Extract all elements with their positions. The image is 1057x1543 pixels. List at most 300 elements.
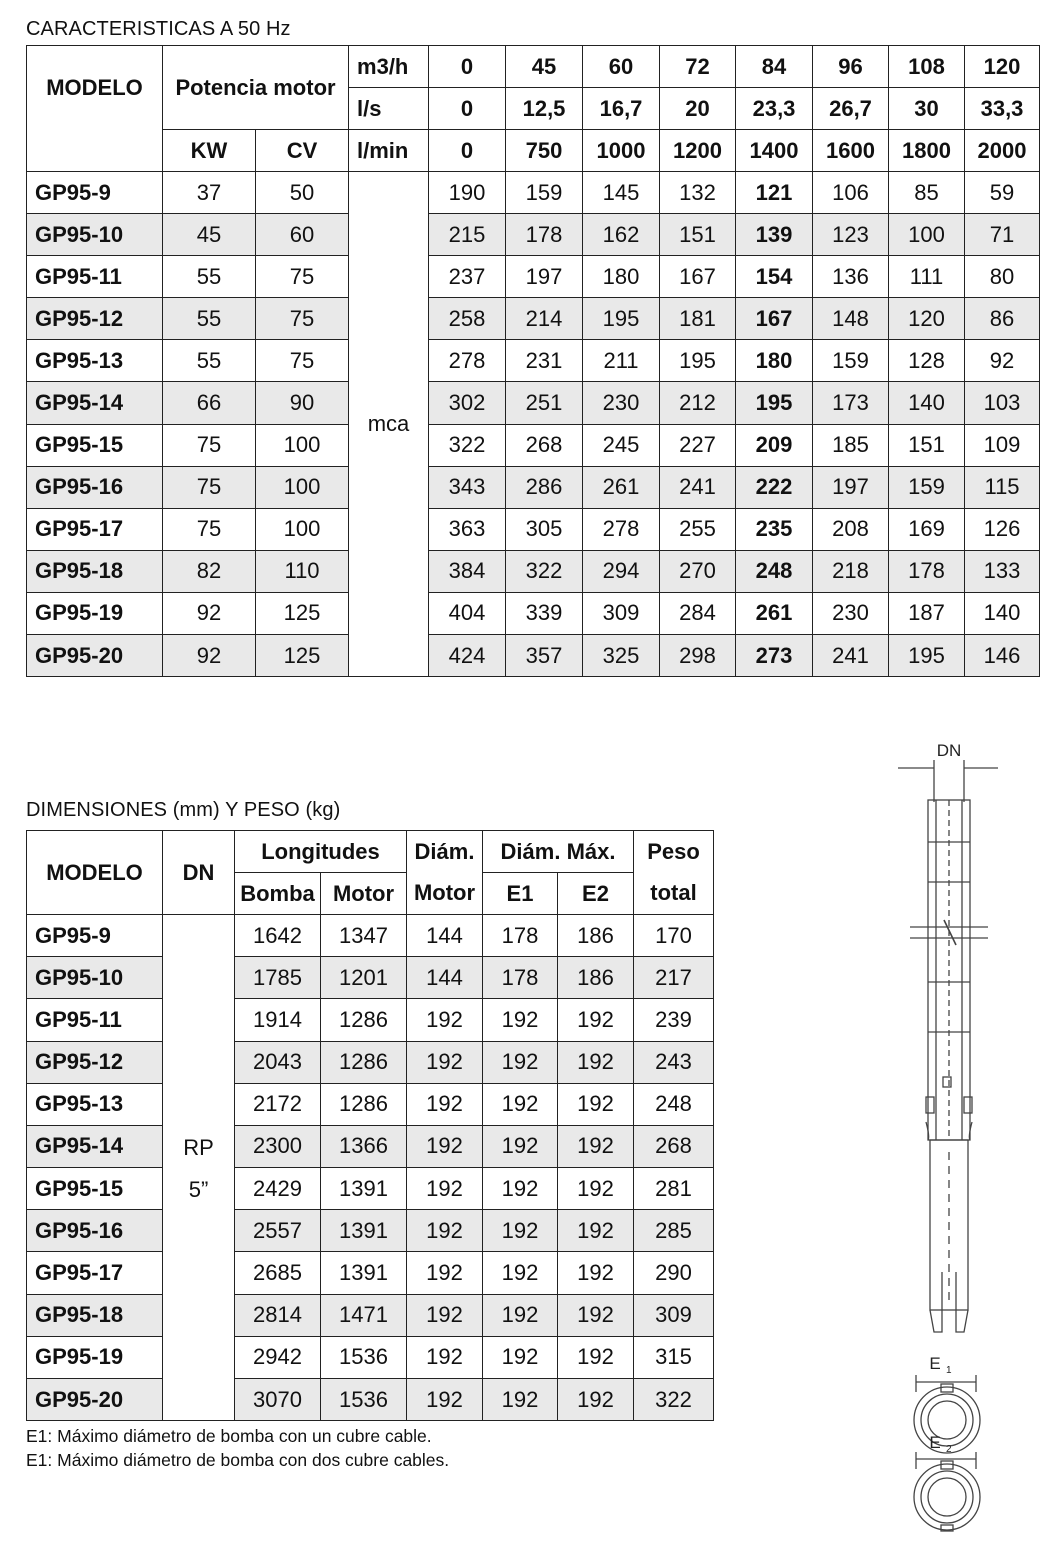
perf-head-cell: 214 [506,298,583,340]
dim-motor-cell: 1286 [321,1041,407,1083]
perf-head-cell: 322 [506,550,583,592]
perf-kw-cell: 55 [163,256,256,298]
perf-head-cell: 162 [583,214,660,256]
performance-title: CARACTERISTICAS A 50 Hz [26,18,291,40]
dim-table-row [27,1041,714,1083]
dim-e1-cell: 192 [483,1210,558,1252]
drawing-e2-sub: 2 [946,1444,952,1455]
perf-head-cell: 241 [660,466,736,508]
perf-model-cell: GP95-9 [27,172,163,214]
perf-head-cell: 197 [813,466,889,508]
perf-table-row [27,298,1040,340]
dim-e1-cell: 192 [483,999,558,1041]
dim-e2-cell: 192 [558,1210,634,1252]
perf-flow-header: 26,7 [813,88,889,130]
dim-model-cell: GP95-15 [27,1168,163,1210]
dim-motor-cell: 1347 [321,915,407,957]
dimensions-table [26,830,714,1421]
dim-e2-cell: 192 [558,1168,634,1210]
perf-flow-header: 12,5 [506,88,583,130]
dim-diam-motor-cell: 192 [407,1083,483,1125]
dim-bomba-cell: 1914 [235,999,321,1041]
perf-cv-cell: 75 [256,256,349,298]
perf-head-cell: 71 [965,214,1040,256]
dim-peso-cell: 281 [634,1168,714,1210]
dim-peso-cell: 217 [634,957,714,999]
dim-bomba-cell: 3070 [235,1378,321,1420]
dim-e1-cell: 192 [483,1041,558,1083]
dim-peso-header: Peso [634,831,714,873]
perf-head-cell: 120 [889,298,965,340]
dim-model-cell: GP95-16 [27,1210,163,1252]
dim-bomba-cell: 2429 [235,1168,321,1210]
dim-model-cell: GP95-18 [27,1294,163,1336]
perf-head-cell: 309 [583,592,660,634]
perf-head-cell: 115 [965,466,1040,508]
dim-peso-cell: 315 [634,1336,714,1378]
dim-peso-cell: 268 [634,1125,714,1167]
dim-e2-cell: 192 [558,1083,634,1125]
perf-head-cell: 195 [583,298,660,340]
dim-table-row [27,957,714,999]
perf-kw-cell: 55 [163,298,256,340]
perf-model-cell: GP95-15 [27,424,163,466]
dim-peso-cell: 243 [634,1041,714,1083]
drawing-e2-label: E [929,1433,941,1452]
dim-peso-cell: 239 [634,999,714,1041]
perf-head-cell: 154 [736,256,813,298]
perf-model-cell: GP95-11 [27,256,163,298]
perf-model-cell: GP95-20 [27,635,163,677]
dim-e2-cell: 192 [558,1252,634,1294]
perf-head-cell: 92 [965,340,1040,382]
perf-head-cell: 222 [736,466,813,508]
dim-model-cell: GP95-10 [27,957,163,999]
perf-head-cell: 133 [965,550,1040,592]
dim-peso-cell: 285 [634,1210,714,1252]
perf-kw-cell: 66 [163,382,256,424]
perf-cv-cell: 125 [256,635,349,677]
perf-head-cell: 227 [660,424,736,466]
perf-flow-header: 45 [506,46,583,88]
perf-cv-cell: 60 [256,214,349,256]
perf-head-cell: 363 [429,508,506,550]
dim-e1-cell: 192 [483,1336,558,1378]
drawing-e1-sub: 1 [946,1365,952,1376]
dim-diam-max-header: Diám. Máx. [483,831,634,873]
perf-head-cell: 185 [813,424,889,466]
perf-head-cell: 132 [660,172,736,214]
perf-head-cell: 173 [813,382,889,424]
perf-head-cell: 241 [813,635,889,677]
dim-e1-cell: 192 [483,1125,558,1167]
dim-e1-header: E1 [483,873,558,915]
perf-flow-header: 0 [429,88,506,130]
perf-modelo-header-blank [27,130,163,172]
dim-diam-motor-cell: 192 [407,1041,483,1083]
perf-unit-label: m3/h [349,46,429,88]
dim-dn-value-line2: 5” [188,1176,209,1202]
dim-table-row [27,999,714,1041]
perf-head-cell: 128 [889,340,965,382]
dim-diam-motor-cell: 192 [407,1294,483,1336]
dim-e2-cell: 192 [558,1294,634,1336]
perf-kw-header: KW [163,130,256,172]
dim-e1-cell: 192 [483,1294,558,1336]
perf-flow-header: 120 [965,46,1040,88]
dim-bomba-header: Bomba [235,873,321,915]
perf-model-cell: GP95-14 [27,382,163,424]
dim-motor-cell: 1201 [321,957,407,999]
dim-peso-cell: 322 [634,1378,714,1420]
dim-motor-cell: 1536 [321,1378,407,1420]
perf-head-cell: 139 [736,214,813,256]
perf-head-cell: 140 [965,592,1040,634]
perf-kw-cell: 75 [163,508,256,550]
note-e1: E1: Máximo diámetro de bomba con un cubre cable. [26,1426,432,1446]
perf-head-cell: 190 [429,172,506,214]
dim-model-cell: GP95-20 [27,1378,163,1420]
perf-head-cell: 159 [889,466,965,508]
perf-head-cell: 294 [583,550,660,592]
perf-head-cell: 211 [583,340,660,382]
perf-cv-cell: 90 [256,382,349,424]
perf-table-row [27,424,1040,466]
perf-head-cell: 230 [813,592,889,634]
perf-flow-header: 1000 [583,130,660,172]
dim-model-cell: GP95-19 [27,1336,163,1378]
perf-flow-header: 60 [583,46,660,88]
perf-cv-header: CV [256,130,349,172]
perf-head-cell: 230 [583,382,660,424]
perf-head-cell: 169 [889,508,965,550]
dim-e1-cell: 192 [483,1252,558,1294]
perf-head-cell: 106 [813,172,889,214]
perf-head-cell: 146 [965,635,1040,677]
perf-head-cell: 178 [889,550,965,592]
perf-head-cell: 181 [660,298,736,340]
perf-head-cell: 140 [889,382,965,424]
perf-model-cell: GP95-17 [27,508,163,550]
dim-total-header: total [634,873,714,915]
perf-kw-cell: 75 [163,466,256,508]
perf-table-row [27,592,1040,634]
perf-head-cell: 251 [506,382,583,424]
perf-head-cell: 284 [660,592,736,634]
dim-diam-motor-cell: 192 [407,999,483,1041]
perf-head-cell: 261 [583,466,660,508]
perf-head-cell: 255 [660,508,736,550]
dim-motor-cell: 1471 [321,1294,407,1336]
perf-model-cell: GP95-12 [27,298,163,340]
perf-head-cell: 195 [660,340,736,382]
perf-flow-header: 23,3 [736,88,813,130]
note-e2: E1: Máximo diámetro de bomba con dos cubre cables. [26,1450,450,1470]
dim-e1-cell: 192 [483,1378,558,1420]
perf-table-row [27,214,1040,256]
dim-diam-motor-cell: 192 [407,1210,483,1252]
dim-e1-cell: 192 [483,1168,558,1210]
dim-peso-cell: 248 [634,1083,714,1125]
dim-table-row [27,1252,714,1294]
dim-diam-motor-cell: 192 [407,1168,483,1210]
perf-head-cell: 302 [429,382,506,424]
dim-table-row [27,915,714,957]
dim-diam-motor-cell: 192 [407,1378,483,1420]
perf-cv-cell: 100 [256,424,349,466]
dim-e2-cell: 186 [558,957,634,999]
perf-head-cell: 384 [429,550,506,592]
dim-motor-header: Motor [321,873,407,915]
perf-head-cell: 325 [583,635,660,677]
perf-kw-cell: 92 [163,635,256,677]
perf-head-cell: 100 [889,214,965,256]
perf-head-cell: 212 [660,382,736,424]
perf-head-cell: 86 [965,298,1040,340]
dim-dn-header: DN [163,831,235,915]
perf-head-cell: 273 [736,635,813,677]
dim-e2-cell: 192 [558,999,634,1041]
perf-head-cell: 339 [506,592,583,634]
dim-diam-motor-cell: 144 [407,915,483,957]
dim-diam-motor-header: Motor [407,873,483,915]
perf-head-cell: 111 [889,256,965,298]
perf-cv-cell: 100 [256,508,349,550]
perf-head-cell: 197 [506,256,583,298]
perf-head-cell: 404 [429,592,506,634]
perf-table-row [27,382,1040,424]
dim-longitudes-header: Longitudes [235,831,407,873]
perf-head-cell: 270 [660,550,736,592]
perf-kw-cell: 37 [163,172,256,214]
pump-drawing [890,732,1000,1532]
perf-head-cell: 322 [429,424,506,466]
dim-model-cell: GP95-11 [27,999,163,1041]
perf-flow-header: 1800 [889,130,965,172]
dim-motor-cell: 1366 [321,1125,407,1167]
perf-head-cell: 208 [813,508,889,550]
perf-cv-cell: 75 [256,340,349,382]
perf-head-cell: 286 [506,466,583,508]
perf-head-cell: 123 [813,214,889,256]
dim-bomba-cell: 2814 [235,1294,321,1336]
perf-flow-header: 0 [429,130,506,172]
dim-modelo-header: MODELO [27,831,163,915]
dim-bomba-cell: 2300 [235,1125,321,1167]
perf-head-cell: 195 [889,635,965,677]
dim-model-cell: GP95-14 [27,1125,163,1167]
perf-head-cell: 195 [736,382,813,424]
dim-peso-cell: 290 [634,1252,714,1294]
dim-motor-cell: 1391 [321,1210,407,1252]
perf-head-cell: 151 [660,214,736,256]
perf-head-cell: 305 [506,508,583,550]
perf-head-cell: 357 [506,635,583,677]
perf-head-cell: 85 [889,172,965,214]
dim-table-row [27,1294,714,1336]
perf-flow-header: 1600 [813,130,889,172]
perf-head-cell: 248 [736,550,813,592]
perf-flow-header: 750 [506,130,583,172]
perf-head-cell: 121 [736,172,813,214]
dim-e2-cell: 186 [558,915,634,957]
perf-model-cell: GP95-10 [27,214,163,256]
perf-table-row [27,550,1040,592]
perf-modelo-header: MODELO [27,46,163,130]
perf-head-cell: 103 [965,382,1040,424]
perf-flow-header: 2000 [965,130,1040,172]
perf-model-cell: GP95-19 [27,592,163,634]
dim-motor-cell: 1286 [321,1083,407,1125]
dim-e2-cell: 192 [558,1336,634,1378]
perf-head-cell: 180 [736,340,813,382]
perf-table-row [27,635,1040,677]
perf-head-cell: 126 [965,508,1040,550]
perf-flow-header: 72 [660,46,736,88]
dim-model-cell: GP95-17 [27,1252,163,1294]
perf-unit-label: l/s [349,88,429,130]
perf-potencia-header: Potencia motor [163,46,349,130]
perf-head-cell: 159 [813,340,889,382]
perf-head-cell: 178 [506,214,583,256]
perf-head-cell: 278 [429,340,506,382]
perf-kw-cell: 45 [163,214,256,256]
perf-flow-header: 84 [736,46,813,88]
perf-head-cell: 151 [889,424,965,466]
dim-bomba-cell: 1785 [235,957,321,999]
dim-e1-cell: 192 [483,1083,558,1125]
perf-cv-cell: 125 [256,592,349,634]
perf-head-cell: 145 [583,172,660,214]
perf-head-cell: 167 [660,256,736,298]
dim-table-row [27,1210,714,1252]
dim-e1-cell: 178 [483,957,558,999]
perf-flow-header: 33,3 [965,88,1040,130]
drawing-dn-label: DN [936,741,962,760]
perf-head-cell: 109 [965,424,1040,466]
perf-kw-cell: 82 [163,550,256,592]
dim-table-row [27,1336,714,1378]
dim-motor-cell: 1536 [321,1336,407,1378]
perf-head-cell: 231 [506,340,583,382]
performance-table [26,45,1040,677]
perf-head-cell: 268 [506,424,583,466]
dim-motor-cell: 1391 [321,1168,407,1210]
perf-head-cell: 278 [583,508,660,550]
perf-flow-header: 1200 [660,130,736,172]
perf-head-cell: 80 [965,256,1040,298]
perf-head-cell: 298 [660,635,736,677]
dim-e2-cell: 192 [558,1041,634,1083]
perf-head-cell: 261 [736,592,813,634]
drawing-e1-label: E [929,1354,941,1373]
perf-kw-cell: 75 [163,424,256,466]
perf-table-row [27,256,1040,298]
dim-peso-cell: 309 [634,1294,714,1336]
perf-head-cell: 180 [583,256,660,298]
perf-model-cell: GP95-16 [27,466,163,508]
perf-kw-cell: 92 [163,592,256,634]
perf-head-cell: 343 [429,466,506,508]
dim-model-cell: GP95-9 [27,915,163,957]
dimensions-title: DIMENSIONES (mm) Y PESO (kg) [26,799,341,821]
perf-head-cell: 424 [429,635,506,677]
dim-table-row [27,1168,714,1210]
dim-motor-cell: 1286 [321,999,407,1041]
perf-flow-header: 16,7 [583,88,660,130]
perf-cv-cell: 110 [256,550,349,592]
perf-head-cell: 148 [813,298,889,340]
perf-cv-cell: 75 [256,298,349,340]
dim-bomba-cell: 2685 [235,1252,321,1294]
dim-model-cell: GP95-13 [27,1083,163,1125]
perf-flow-header: 30 [889,88,965,130]
perf-head-cell: 215 [429,214,506,256]
dim-e1-cell: 178 [483,915,558,957]
perf-head-cell: 59 [965,172,1040,214]
perf-model-cell: GP95-13 [27,340,163,382]
perf-kw-cell: 55 [163,340,256,382]
perf-table-row [27,508,1040,550]
dim-table-row [27,1125,714,1167]
perf-head-cell: 258 [429,298,506,340]
perf-cv-cell: 50 [256,172,349,214]
perf-head-cell: 167 [736,298,813,340]
perf-model-cell: GP95-18 [27,550,163,592]
perf-flow-header: 20 [660,88,736,130]
dim-diam-header: Diám. [407,831,483,873]
dim-table-row [27,1083,714,1125]
dim-bomba-cell: 2942 [235,1336,321,1378]
dim-bomba-cell: 2557 [235,1210,321,1252]
dim-diam-motor-cell: 192 [407,1125,483,1167]
perf-head-cell: 187 [889,592,965,634]
perf-head-cell: 245 [583,424,660,466]
perf-table-row [27,340,1040,382]
perf-head-cell: 237 [429,256,506,298]
dim-peso-cell: 170 [634,915,714,957]
dim-diam-motor-cell: 144 [407,957,483,999]
perf-cv-cell: 100 [256,466,349,508]
perf-head-cell: 209 [736,424,813,466]
perf-head-cell: 235 [736,508,813,550]
dim-e2-header: E2 [558,873,634,915]
perf-table-row [27,466,1040,508]
perf-head-cell: 136 [813,256,889,298]
dim-bomba-cell: 1642 [235,915,321,957]
perf-flow-header: 1400 [736,130,813,172]
perf-head-cell: 218 [813,550,889,592]
perf-head-cell: 159 [506,172,583,214]
dim-diam-motor-cell: 192 [407,1336,483,1378]
perf-table-row [27,172,1040,214]
dim-dn-cell [163,915,235,1421]
perf-flow-header: 0 [429,46,506,88]
dim-e2-cell: 192 [558,1125,634,1167]
perf-unit-label: l/min [349,130,429,172]
dim-model-cell: GP95-12 [27,1041,163,1083]
dim-table-row [27,1378,714,1420]
perf-head-unit: mca [349,172,429,677]
dim-e2-cell: 192 [558,1378,634,1420]
dim-dn-value-line1: RP [183,1134,214,1160]
dim-motor-cell: 1391 [321,1252,407,1294]
dim-bomba-cell: 2043 [235,1041,321,1083]
perf-flow-header: 108 [889,46,965,88]
perf-flow-header: 96 [813,46,889,88]
dim-bomba-cell: 2172 [235,1083,321,1125]
dim-diam-motor-cell: 192 [407,1252,483,1294]
